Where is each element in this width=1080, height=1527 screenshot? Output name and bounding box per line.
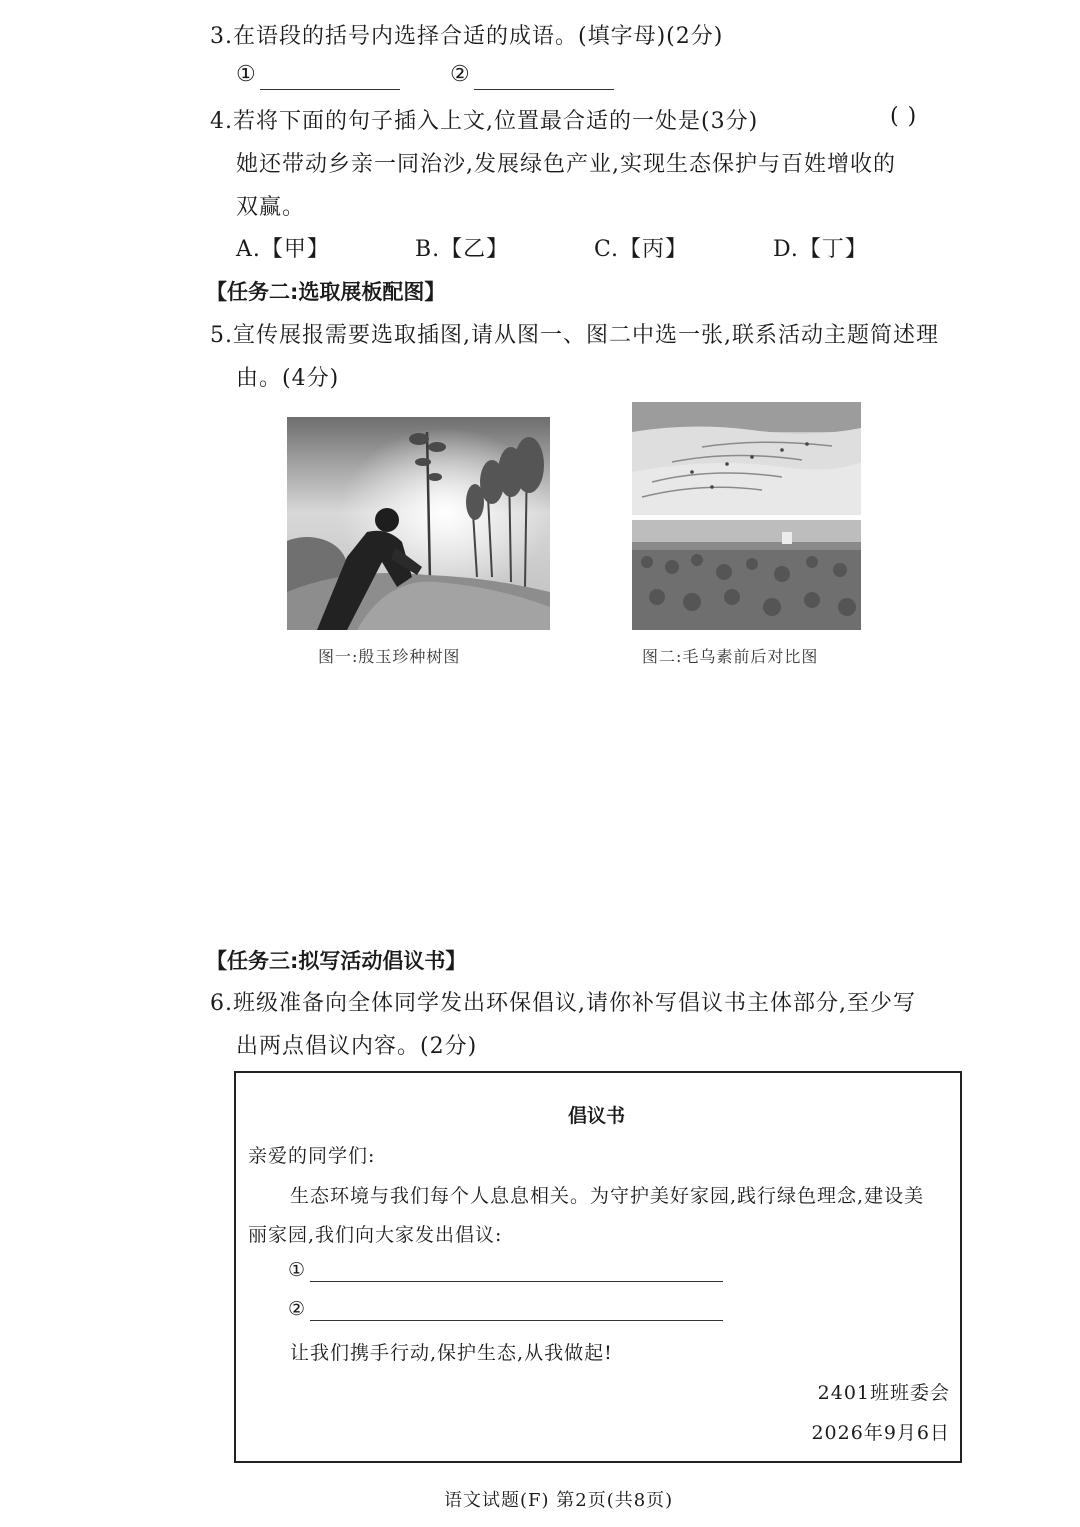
option-b[interactable]: B.【乙】 [415,237,510,262]
proposal-date: 2026年9月6日 [811,1422,950,1444]
proposal-signature: 2401班班委会 [817,1382,950,1404]
proposal-item-1-blank[interactable] [310,1281,723,1282]
blank-2-marker: ② [450,62,471,87]
answer-bracket[interactable]: ( ) [890,104,918,129]
question-4-text: 4.若将下面的句子插入上文,位置最合适的一处是(3分) [210,109,759,134]
figure-1-caption: 图一:殷玉珍种树图 [318,647,461,666]
question-5-answer-area[interactable] [210,680,960,930]
answer-blank-1[interactable] [260,89,400,90]
question-6-line-2: 出两点倡议内容。(2分) [236,1034,478,1059]
task-3-heading: 【任务三:拟写活动倡议书】 [206,949,467,973]
insert-sentence-line-2: 双赢。 [236,195,306,220]
option-c[interactable]: C.【丙】 [594,237,689,262]
proposal-salutation: 亲爱的同学们: [248,1145,376,1167]
proposal-box [234,1071,962,1463]
question-5-line-1: 5.宣传展报需要选取插图,请从图一、图二中选一张,联系活动主题简述理 [210,323,939,348]
option-d[interactable]: D.【丁】 [773,237,868,262]
question-6-line-1: 6.班级准备向全体同学发出环保倡议,请你补写倡议书主体部分,至少写 [210,991,916,1016]
blank-1-marker: ① [236,62,257,87]
option-a[interactable]: A.【甲】 [236,237,330,262]
answer-blank-2[interactable] [474,89,614,90]
question-3-text: 3.在语段的括号内选择合适的成语。(填字母)(2分) [210,24,724,49]
proposal-body-line-1: 生态环境与我们每个人息息相关。为守护美好家园,践行绿色理念,建设美 [290,1185,925,1207]
proposal-item-2-marker: ② [288,1298,307,1320]
figure-1-photo [287,417,550,630]
figure-2-caption: 图二:毛乌素前后对比图 [642,647,819,666]
proposal-closing: 让我们携手行动,保护生态,从我做起! [290,1342,613,1364]
proposal-title: 倡议书 [568,1105,626,1127]
page-footer: 语文试题(F) 第2页(共8页) [444,1490,674,1511]
proposal-item-2-blank[interactable] [310,1320,723,1321]
proposal-item-1-marker: ① [288,1259,307,1281]
insert-sentence-line-1: 她还带动乡亲一同治沙,发展绿色产业,实现生态保护与百姓增收的 [236,152,896,177]
question-5-line-2: 由。(4分) [236,366,340,391]
task-2-heading: 【任务二:选取展板配图】 [206,280,446,304]
figure-2-photo [632,402,861,630]
proposal-body-line-2: 丽家园,我们向大家发出倡议: [248,1224,503,1246]
